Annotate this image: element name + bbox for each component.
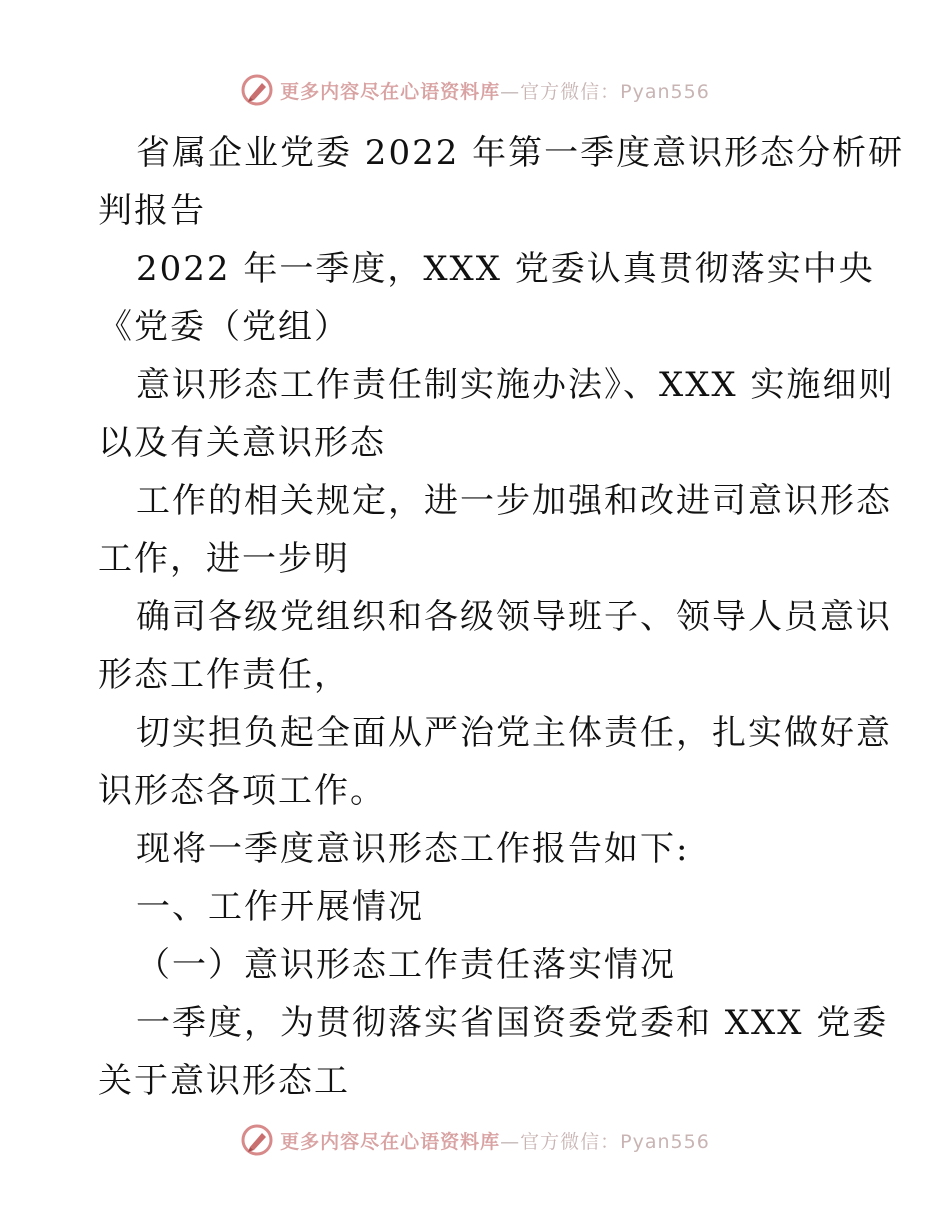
text-line: 2022 年一季度，XXX 党委认真贯彻落实中央 bbox=[136, 249, 875, 289]
text-line: 意识形态工作责任制实施办法》、XXX 实施细则 bbox=[136, 365, 895, 405]
text-line: 一季度，为贯彻落实省国资委党委和 XXX 党委 bbox=[136, 1003, 889, 1043]
text-line: （一）意识形态工作责任落实情况 bbox=[136, 945, 676, 985]
text-line: 省属企业党委 2022 年第一季度意识形态分析研 bbox=[136, 133, 905, 173]
text-line: 工作，进一步明 bbox=[98, 539, 350, 579]
text-line: 关于意识形态工 bbox=[98, 1061, 350, 1101]
watermark-text: 更多内容尽在心语资料库—官方微信：Pyan556 bbox=[280, 1130, 710, 1153]
text-line: 一、工作开展情况 bbox=[136, 887, 424, 927]
text-line: 《党委（党组） bbox=[98, 307, 350, 347]
text-line: 以及有关意识形态 bbox=[98, 423, 386, 463]
text-line: 工作的相关规定，进一步加强和改进司意识形态 bbox=[136, 481, 892, 521]
header-watermark bbox=[0, 70, 950, 110]
text-line: 判报告 bbox=[98, 191, 206, 231]
text-line: 现将一季度意识形态工作报告如下: bbox=[136, 829, 690, 869]
text-line: 识形态各项工作。 bbox=[98, 771, 386, 811]
document-body bbox=[98, 124, 905, 1110]
text-line: 切实担负起全面从严治党主体责任，扎实做好意 bbox=[136, 713, 892, 753]
text-line: 形态工作责任， bbox=[98, 655, 350, 695]
footer-watermark bbox=[0, 1120, 950, 1160]
pen-logo-icon bbox=[240, 73, 274, 107]
text-line: 确司各级党组织和各级领导班子、领导人员意识 bbox=[136, 597, 892, 637]
watermark-text: 更多内容尽在心语资料库—官方微信：Pyan556 bbox=[280, 80, 710, 103]
pen-logo-icon bbox=[240, 1123, 274, 1157]
